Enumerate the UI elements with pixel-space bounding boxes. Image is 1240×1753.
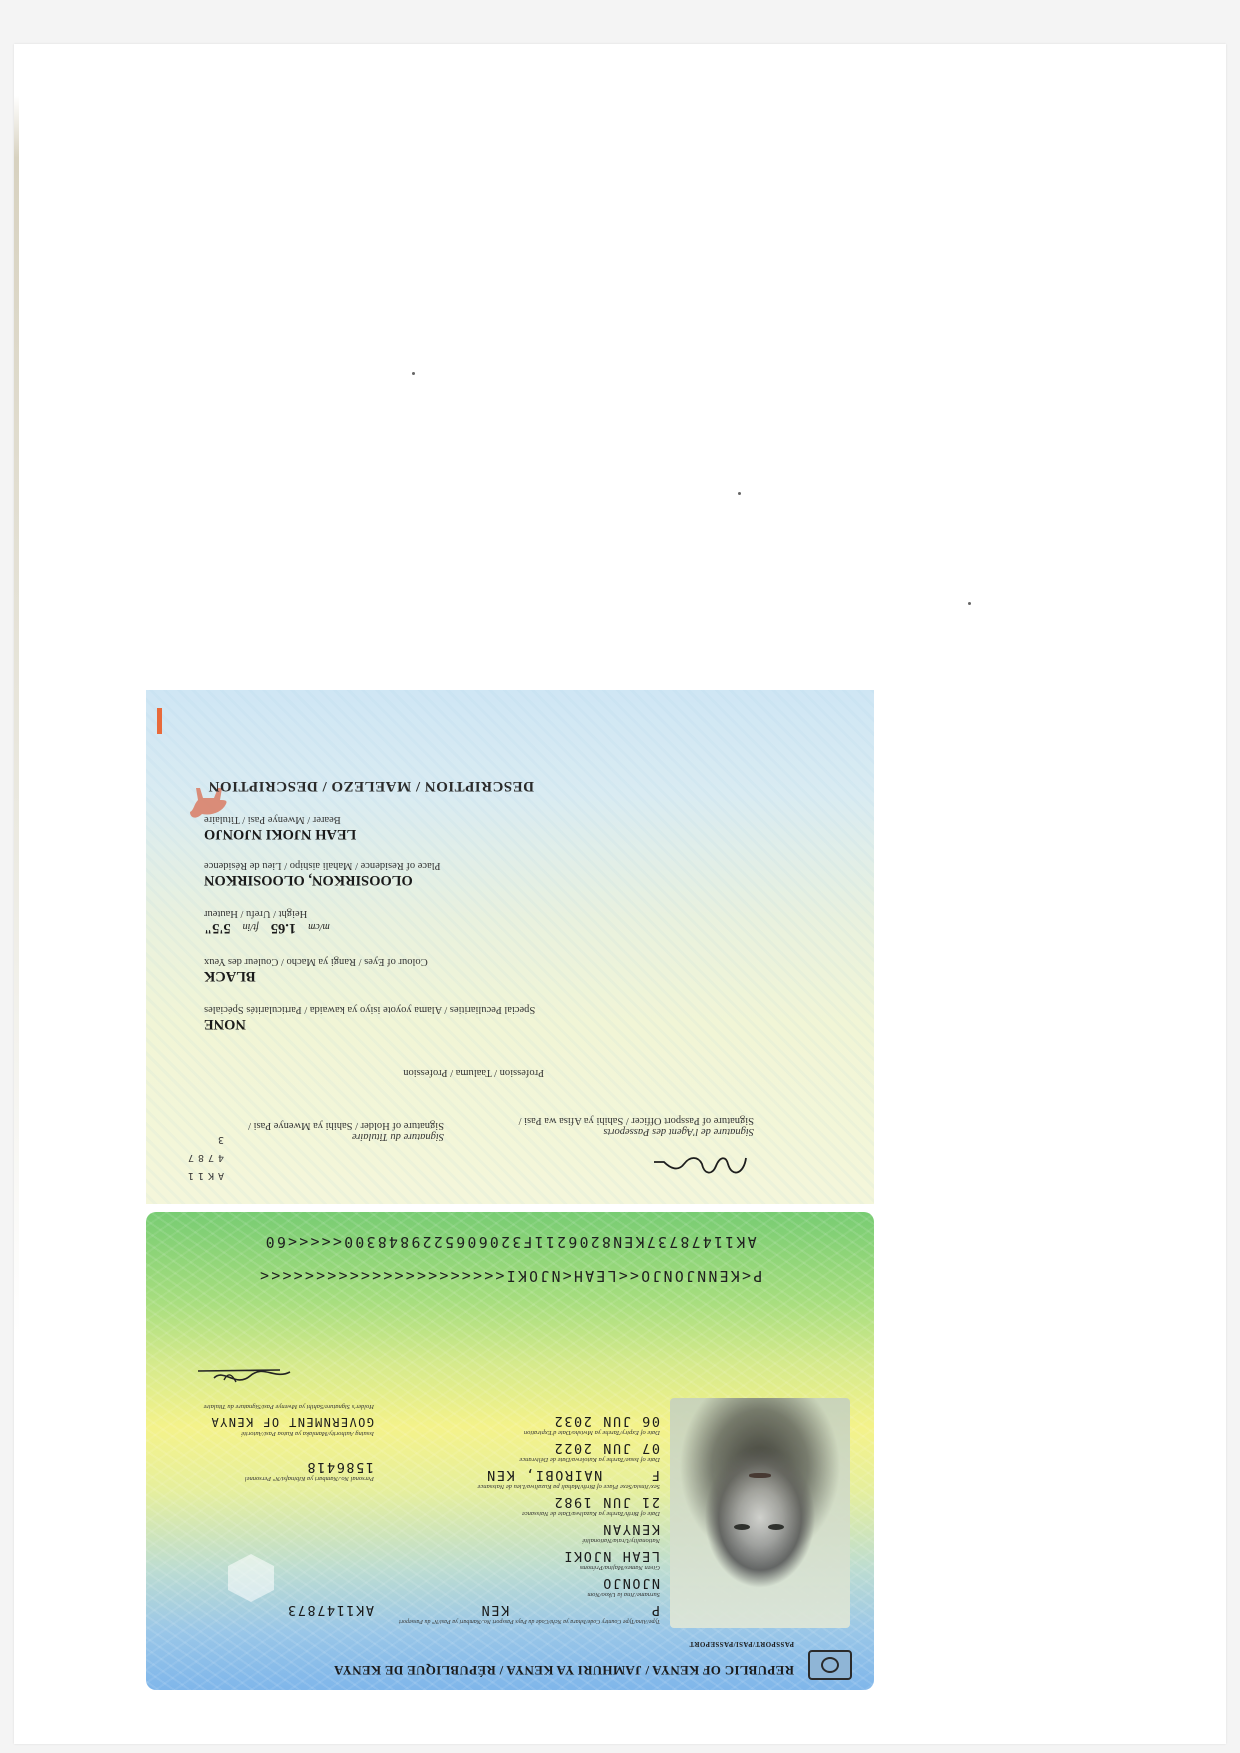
doc-heading: PASSPORT/PASI/PASSEPORT [689, 1640, 794, 1648]
photo-eye [768, 1524, 784, 1530]
height-field [204, 908, 514, 938]
photo-eye [734, 1524, 750, 1530]
given-names: LEAH NJOKI [562, 1548, 660, 1564]
label-sex-place: Sex/Jinsia/Sexe Place of Birth/Mahali pa Kuzaliwa/Lieu de Naissance [477, 1483, 660, 1490]
passport-number: AK1147873 [286, 1602, 374, 1618]
label-surname: Surname/Jina la Ukoo/Nom [587, 1591, 660, 1598]
label-holder-signature: Signature of Holder / Sahihi ya Mwenye Pasi / [248, 1120, 444, 1131]
label-height: Height / Urefu / Hauteur [204, 908, 308, 919]
label-date-of-expiry: Date of Expiry/Tarehe ya Mwisho/Date d'Expiration [523, 1429, 660, 1436]
surname: NJONJO [601, 1575, 660, 1591]
label-officer-signature: Signature of Passport Officer / Sahihi ya Afisa wa Pasi / [518, 1115, 754, 1126]
label-bearer: Bearer / Mwenye Pasi / Titulaire [204, 814, 341, 825]
peculiarities-value: NONE [204, 1016, 246, 1032]
height-ft-unit: ft/in [242, 921, 259, 932]
height-m: 1.65 [270, 920, 297, 936]
passport-description-page [146, 690, 874, 1204]
photo-mouth [749, 1473, 771, 1478]
mrz-line-2: AK11478737KEN8206211F3206065229848300<<<<<60 [263, 1233, 757, 1250]
perforated-number: AK1147873 [183, 1134, 224, 1181]
label-peculiarities: Special Peculiarities / Alama yoyote isiyo ya kawaida / Particularités Spéciales [204, 1004, 536, 1015]
passport-type: P [650, 1602, 660, 1618]
country-code: KEN [480, 1602, 510, 1618]
height-m-unit: m/cm [308, 921, 330, 932]
date-of-birth: 21 JUN 1982 [552, 1494, 660, 1510]
eye-colour-field [204, 956, 544, 986]
country-title: REPUBLIC OF KENYA / JAMHURI YA KENYA / RÉPUBLIQUE DE KENYA [333, 1663, 794, 1678]
label-issuing-authority: Issuing Authority/Mamlaka ya Kutoa Pasi/Autorité [241, 1430, 374, 1437]
bearer-value: LEAH NJOKI NJONJO [204, 826, 357, 842]
label-residence: Place of Residence / Mahali aishipo / Lieu de Résidence [204, 860, 441, 871]
scan-speck [738, 492, 741, 495]
label-officer-signature-fr: Signature de l'Agent des Passeports [603, 1126, 754, 1137]
height-ft: 5'5" [204, 920, 231, 936]
scan-edge-shadow [14, 96, 19, 1336]
label-holder-signature: Holder's Signature/Sahihi ya Mwenye Pasi/Signature du Titulaire [203, 1403, 374, 1410]
machine-readable-zone [146, 1224, 874, 1292]
residence-value: OLOOSIRKON, OLOOSIRKON [204, 872, 413, 888]
scan-speck [412, 372, 415, 375]
scan-speck [968, 602, 971, 605]
passport-biodata-page [146, 1212, 874, 1690]
epassport-chip-icon [808, 1650, 852, 1680]
label-date-of-birth: Date of Birth/Tarehe ya Kuzaliwa/Date de Naissance [521, 1510, 660, 1517]
nationality: KENYAN [601, 1521, 660, 1537]
biodata-fields [370, 1413, 660, 1628]
label-eye-colour: Colour of Eyes / Rangi ya Macho / Couleur des Yeux [204, 956, 428, 967]
date-of-issue: 07 JUN 2022 [552, 1440, 660, 1456]
sex: F [650, 1467, 660, 1483]
date-of-expiry: 06 JUN 2032 [552, 1413, 660, 1429]
holder-signature-block [204, 1120, 444, 1142]
label-nationality: Nationality/Uraia/Nationalité [582, 1537, 660, 1544]
bearer-field [204, 814, 544, 844]
holder-photo [670, 1398, 850, 1628]
description-title: DESCRIPTION / MAELEZO / DESCRIPTION [208, 778, 534, 794]
personal-number: 1586418 [305, 1459, 374, 1475]
accent-bar [157, 708, 162, 734]
label-given-names: Given Names/Majina/Prénoms [579, 1564, 660, 1571]
label-personal-no: Personal No./Nambari ya Kibinafsi/N° Personnel [244, 1475, 374, 1482]
label-type-code-passport: Type/Aina/Type Country Code/Ishara ya Nchi/Code du Pays Passport No./Nambari ya Pasi/N° du Passeport [399, 1618, 660, 1624]
place-of-birth: NAIROBI, KEN [485, 1467, 603, 1483]
label-holder-signature-fr: Signature du Titulaire [352, 1131, 444, 1142]
label-date-of-issue: Date of Issue/Tarehe ya Kutolewa/Date de Délivrance [519, 1456, 660, 1463]
biodata-right-column [164, 1403, 374, 1628]
officer-signature-mark [644, 1142, 754, 1186]
label-profession: Profession / Taaluma / Profession [403, 1067, 544, 1078]
issuing-authority: GOVERNMENT OF KENYA [210, 1415, 374, 1429]
passport-scan [146, 690, 874, 1690]
mrz-line-1: P<KENNJONJO<<LEAH<NJOKI<<<<<<<<<<<<<<<<<<<<<< [257, 1267, 763, 1284]
holder-signature-mark [184, 1360, 294, 1390]
peculiarities-field [204, 1004, 674, 1034]
profession-field [204, 1067, 544, 1080]
residence-field [204, 860, 594, 890]
eye-colour-value: BLACK [204, 968, 256, 984]
